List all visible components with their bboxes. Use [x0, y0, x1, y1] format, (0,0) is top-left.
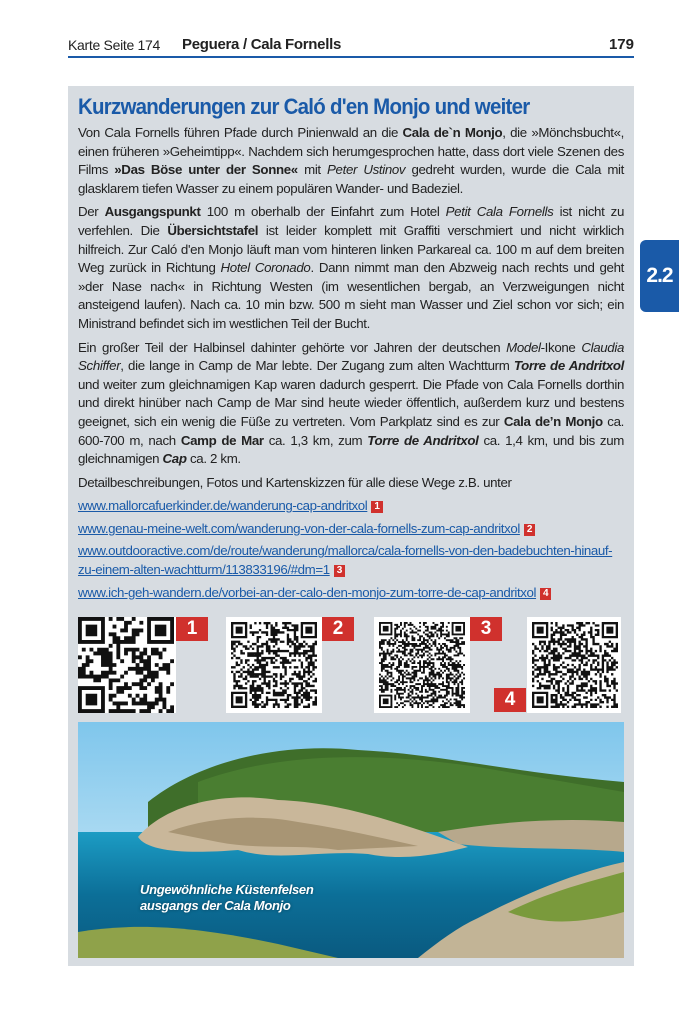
box-title: Kurzwanderungen zur Caló d'en Monjo und weiter: [78, 94, 530, 119]
qr-number-badge: 1: [176, 617, 208, 641]
web-link[interactable]: www.mallorcafuerkinder.de/wanderung-cap-andritxol: [78, 498, 368, 514]
coastal-photo: [78, 722, 624, 958]
text-run: 100 m oberhalb der Einfahrt zum Hotel: [200, 204, 446, 220]
text-run: ca. 600-700 m, nach: [78, 413, 624, 448]
link-number-badge: 3: [334, 565, 345, 577]
qr-pattern-icon: [231, 622, 317, 708]
qr-code: [527, 617, 621, 713]
text-run: . Dann nimmt man den Abzweig nach rechts und geht »der Nase nach« in Richtung Westen (im wesentlichen bergab, an Verzweigungen nicht ansteigend laufen). Nach ca. 10 min bzw. 500 m sieht man Wasser und Ziel schon vor sich; ein Ministrand befindet sich im westlichen Teil der Bucht.: [78, 260, 624, 331]
emphasized-text: Ausgangspunkt: [104, 204, 201, 220]
link-item: [78, 584, 624, 603]
text-run: ist leider komplett mit Graffiti verschmiert und nicht wirklich hilfreich. Zur Caló d'en Monjo läuft man vom hinteren linken Parkareal ca. 100 m auf dem breiten Weg zurück in Richtung: [78, 222, 624, 276]
text-run: ca. 1,3 km, zum: [263, 432, 368, 448]
text-run: , die »Mönchsbucht«, einen früheren »Geheimtipp«. Nachdem sich herumgesprochen hatte, dass dort viele Szenen des Films: [78, 125, 624, 178]
emphasized-text: Cap: [162, 451, 187, 467]
coast-landscape-image: [78, 722, 624, 958]
emphasized-text: Torre de Andritxol: [513, 358, 624, 374]
link-number-badge: 2: [524, 524, 535, 536]
text-run: Von Cala Fornells führen Pfade durch Pinienwald an die: [78, 125, 403, 140]
text-run: ist nicht zu verfehlen. Die: [78, 204, 624, 238]
body-paragraph: [78, 203, 624, 333]
link-number-badge: 4: [540, 588, 551, 600]
emphasized-text: Claudia Schiffer: [78, 339, 624, 374]
text-run: mit: [297, 162, 328, 178]
map-page-reference: Karte Seite 174: [68, 37, 161, 53]
link-list: [78, 497, 624, 602]
emphasized-text: Petit Cala Fornells: [445, 204, 554, 220]
emphasized-text: Camp de Mar: [180, 432, 264, 448]
text-run: ca. 1,4 km, und bis zum gleichnamigen: [78, 432, 625, 467]
link-item: [78, 542, 624, 579]
link-item: [78, 520, 624, 539]
web-link[interactable]: www.outdooractive.com/de/route/wanderung/mallorca/cala-fornells-von-den-badebuchten-hinauf-zu-einem-alten-wachtturm/113833196/#dm=1: [78, 543, 613, 578]
qr-number-badge: 3: [470, 617, 502, 641]
emphasized-text: Torre de Andritxol: [367, 432, 479, 448]
text-run: Ein großer Teil der Halbinsel dahinter gehörte vor Jahren der deutschen: [78, 339, 507, 355]
qr-code: [78, 617, 176, 713]
body-paragraph: [78, 124, 624, 198]
qr-code: [226, 617, 322, 713]
caption-line: Ungewöhnliche Küstenfelsen: [140, 882, 314, 897]
qr-pattern-icon: [532, 622, 618, 708]
section-title: Peguera / Cala Fornells: [182, 36, 341, 53]
text-run: -Ikone: [540, 339, 582, 355]
caption-line: ausgangs der Cala Monjo: [140, 898, 291, 913]
text-run: gedreht wurden, wurde die Cala mit glasklarem tiefen Wasser zu einem populären Wander- und Badeziel.: [78, 162, 624, 196]
text-run: Detailbeschreibungen, Fotos und Kartenskizzen für alle diese Wege z.B. unter: [78, 474, 512, 490]
web-link[interactable]: www.genau-meine-welt.com/wanderung-von-der-cala-fornells-zum-cap-andritxol: [78, 520, 520, 536]
link-item: [78, 497, 624, 516]
qr-number-badge: 4: [494, 688, 526, 712]
running-header: [68, 34, 634, 58]
emphasized-text: Cala de`n Monjo: [402, 125, 503, 140]
qr-number-badge: 2: [322, 617, 354, 641]
info-box: [68, 86, 634, 966]
qr-pattern-icon: [379, 622, 465, 708]
qr-pattern-icon: [78, 617, 174, 713]
link-number-badge: 1: [371, 501, 382, 513]
web-link[interactable]: www.ich-geh-wandern.de/vorbei-an-der-calo-den-monjo-zum-torre-de-cap-andritxol: [78, 584, 537, 600]
emphasized-text: Model: [506, 339, 541, 355]
emphasized-text: Hotel Coronado: [220, 260, 311, 276]
qr-code: [374, 617, 470, 713]
chapter-tab: 2.2: [640, 240, 679, 312]
page-number: 179: [608, 36, 634, 53]
emphasized-text: Cala de’n Monjo: [503, 413, 603, 429]
text-run: Der: [78, 204, 105, 220]
box-body: [78, 124, 624, 606]
emphasized-text: »Das Böse unter der Sonne«: [114, 162, 298, 178]
text-run: ca. 2 km.: [186, 451, 241, 467]
body-paragraph: [78, 474, 624, 493]
text-run: , die lange in Camp de Mar lebte. Der Zugang zum alten Wachtturm: [120, 358, 514, 374]
photo-caption: [140, 882, 314, 914]
text-run: und weiter zum gleichnamigen Kap waren dadurch gesperrt. Die Pfade von Cala Fornells dorthin und direkt hinüber nach Camp de Mar sind heute wieder öffentlich, außerdem kurz und bestens geeignet, sich ein wenig die Füße zu vertreten. Vom Parkplatz sind es zur: [78, 376, 624, 429]
body-paragraph: [78, 339, 624, 469]
emphasized-text: Peter Ustinov: [327, 162, 406, 178]
emphasized-text: Übersichtstafel: [167, 222, 259, 238]
